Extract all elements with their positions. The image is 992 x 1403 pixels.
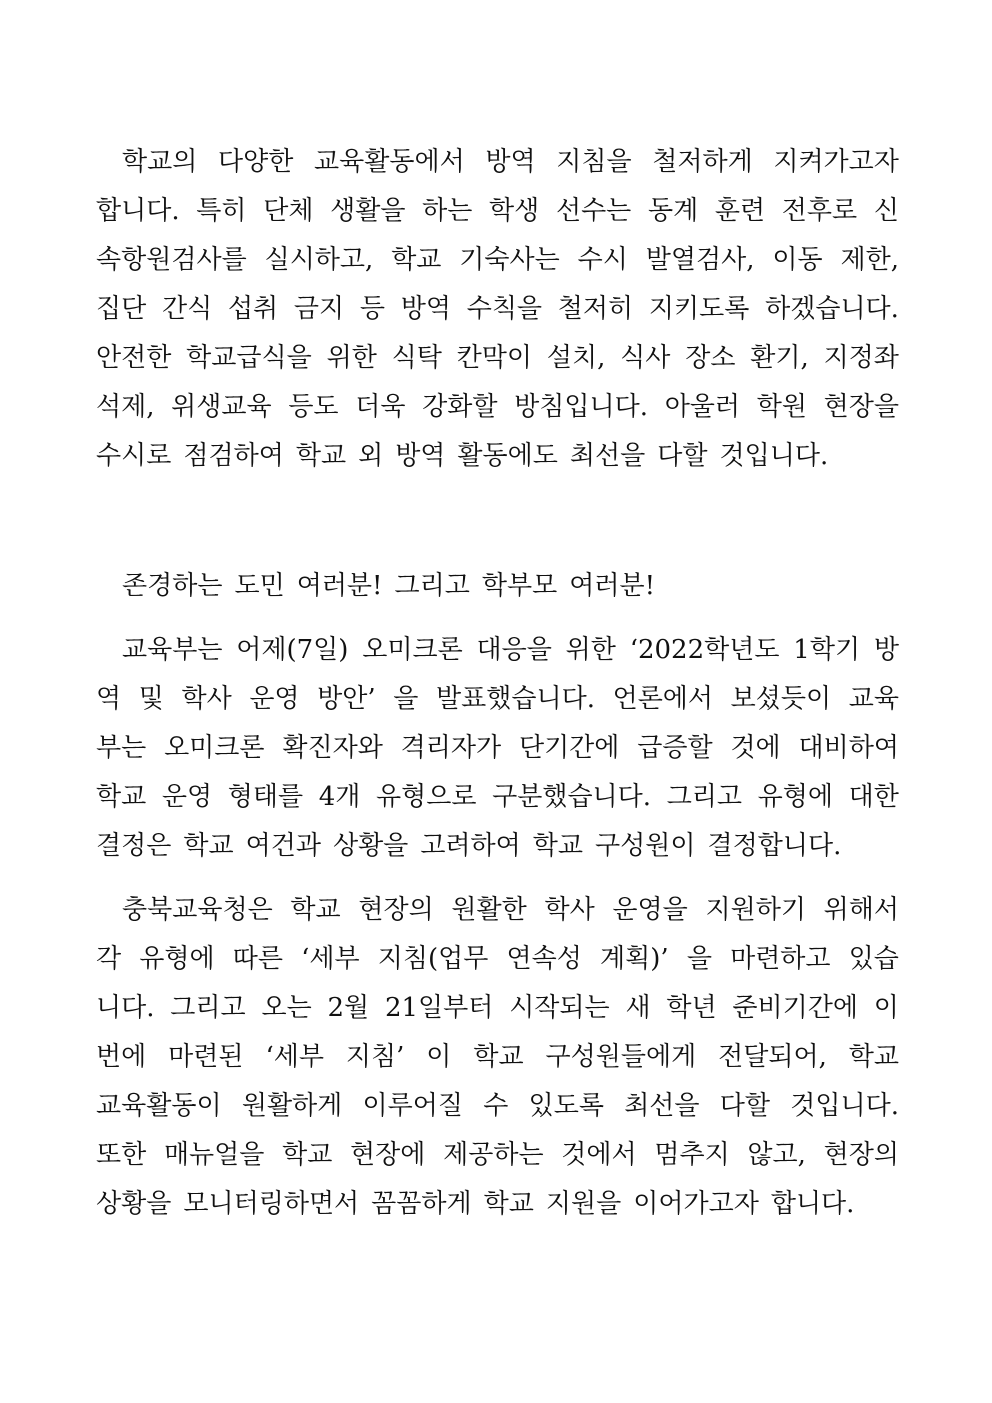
text-line xyxy=(96,432,899,481)
word: 있도록 xyxy=(528,1091,604,1121)
word: 을 xyxy=(686,944,712,974)
word: ‘2022학년도 xyxy=(629,635,780,665)
word: 이 xyxy=(426,1042,452,1072)
word: 준비기간에 xyxy=(732,993,858,1023)
word: 활동에도 xyxy=(457,441,558,471)
word: 단기간에 xyxy=(518,733,620,763)
word: 학교 xyxy=(532,831,584,861)
text-line xyxy=(96,1131,899,1180)
word: 학교 xyxy=(290,895,341,925)
word: 수시 xyxy=(577,245,628,275)
word: 도민 xyxy=(234,571,285,601)
word: 제한, xyxy=(840,245,899,275)
text-line xyxy=(96,1082,899,1131)
word: 실시하고, xyxy=(264,245,374,275)
word: 상황을 xyxy=(96,1189,172,1219)
word: 식사 xyxy=(620,343,671,373)
word: 특히 xyxy=(196,196,247,226)
word: 지침’ xyxy=(345,1042,405,1072)
word: 철저하게 xyxy=(652,147,753,177)
word: 여건과 xyxy=(245,831,321,861)
word: 다할 xyxy=(657,441,708,471)
text-line xyxy=(96,334,899,383)
word: 유형에 xyxy=(757,782,834,812)
word: 연속성 xyxy=(506,944,582,974)
word: 합니다. xyxy=(770,1189,855,1219)
word: 및 xyxy=(138,684,164,714)
word: 학교 xyxy=(295,441,347,471)
word: 위한 xyxy=(565,635,616,665)
word: 방 xyxy=(873,635,899,665)
word: 학교 xyxy=(183,831,234,861)
word: 것에 xyxy=(730,733,781,763)
word: 보셨듯이 xyxy=(730,684,832,714)
paragraph-ministry-plan xyxy=(96,626,899,871)
word: 칸막이 xyxy=(456,343,533,373)
word: 어제(7일) xyxy=(236,635,349,665)
word: 지원을 xyxy=(545,1189,622,1219)
word: 금지 xyxy=(293,294,345,324)
paragraph-greeting xyxy=(96,562,899,611)
word: 위한 xyxy=(326,343,377,373)
word: 마련하고 xyxy=(730,944,831,974)
word: 방역 xyxy=(395,441,446,471)
word: 각 xyxy=(96,944,122,974)
word: 지침을 xyxy=(556,147,632,177)
word: 이루어질 xyxy=(362,1091,463,1121)
word: ‘세부 xyxy=(301,944,360,974)
word: 동계 xyxy=(647,196,699,226)
word: 제공하는 xyxy=(443,1140,544,1170)
word: 속항원검사를 xyxy=(96,245,247,275)
paragraph-school-quarantine xyxy=(96,138,899,481)
word: 것입니다. xyxy=(790,1091,899,1121)
paragraph-gap xyxy=(96,481,899,562)
word: 외 xyxy=(358,441,384,471)
word: 수 xyxy=(483,1091,509,1121)
word: 오는 xyxy=(261,993,312,1023)
word: 환기, xyxy=(750,343,809,373)
word: 현장에 xyxy=(350,1140,426,1170)
word: 간식 xyxy=(161,294,213,324)
word: 아울러 xyxy=(664,392,741,422)
text-line xyxy=(96,236,899,285)
word: 학사 xyxy=(544,895,595,925)
word: 있습 xyxy=(848,944,899,974)
word: 하겠습니다. xyxy=(765,294,899,324)
word: 학교 xyxy=(848,1042,899,1072)
word: 역 xyxy=(96,684,122,714)
word: 전달되어, xyxy=(718,1042,827,1072)
word: 교육활동에서 xyxy=(314,147,465,177)
text-line xyxy=(96,773,899,822)
paragraph-gap xyxy=(96,871,899,886)
word: 니다. xyxy=(96,993,155,1023)
word: 수시로 xyxy=(96,441,172,471)
word: 교육활동이 xyxy=(96,1091,222,1121)
word: 지침(업무 xyxy=(377,944,489,974)
word: 대응을 xyxy=(476,635,552,665)
word: 이어가고자 xyxy=(633,1189,759,1219)
word: 방안’ xyxy=(317,684,376,714)
word: 집단 xyxy=(96,294,147,324)
word: 석제, xyxy=(96,392,155,422)
word: 훈련 xyxy=(714,196,766,226)
word: 모니터링하면서 xyxy=(183,1189,360,1219)
word: 대한 xyxy=(848,782,899,812)
word: 발표했습니다. xyxy=(436,684,595,714)
word: 여러분! xyxy=(569,571,656,601)
word: 방역 xyxy=(485,147,536,177)
word: 합니다. xyxy=(96,196,180,226)
word: 대비하여 xyxy=(798,733,899,763)
word: 현장의 xyxy=(358,895,434,925)
word: 학교 xyxy=(483,1189,534,1219)
word: 선수는 xyxy=(555,196,632,226)
word: 식탁 xyxy=(391,343,442,373)
word: 설치, xyxy=(546,343,606,373)
word: 안전한 xyxy=(96,343,172,373)
text-line xyxy=(96,562,899,611)
word: 등도 xyxy=(288,392,339,422)
word: 학사 xyxy=(181,684,232,714)
word: 위해서 xyxy=(823,895,899,925)
word: 방침입니다. xyxy=(514,392,649,422)
word: 2월 xyxy=(327,993,370,1023)
word: 점검하여 xyxy=(183,441,284,471)
word: 이 xyxy=(873,993,899,1023)
word: 마련된 xyxy=(168,1042,244,1072)
word: 멈추지 xyxy=(654,1140,730,1170)
word: 강화할 xyxy=(422,392,498,422)
word: 21일부터 xyxy=(384,993,494,1023)
paragraph-gap xyxy=(96,611,899,626)
word: 형태를 xyxy=(227,782,304,812)
word: 학생 xyxy=(489,196,540,226)
word: 학교 xyxy=(96,782,147,812)
word: 교육 xyxy=(848,684,899,714)
word: 오미크론 xyxy=(164,733,265,763)
word: 격리자가 xyxy=(400,733,502,763)
word: 구성원이 xyxy=(595,831,696,861)
word: 하는 xyxy=(422,196,473,226)
word: 단체 xyxy=(263,196,314,226)
word: 현장을 xyxy=(823,392,899,422)
word: 생활을 xyxy=(330,196,406,226)
word: 언론에서 xyxy=(612,684,714,714)
word: 수칙을 xyxy=(466,294,543,324)
word: 원활하게 xyxy=(241,1091,343,1121)
word: 구분했습니다. xyxy=(492,782,652,812)
text-line xyxy=(96,675,899,724)
word: 다할 xyxy=(719,1091,771,1121)
word: 운영 xyxy=(161,782,213,812)
word: 학교의 xyxy=(122,147,198,177)
word: 그리고 xyxy=(394,571,470,601)
word: 그리고 xyxy=(666,782,743,812)
word: 학부모 xyxy=(481,571,558,601)
word: 지키도록 xyxy=(648,294,750,324)
word: 을 xyxy=(393,684,419,714)
word: ‘세부 xyxy=(265,1042,324,1072)
word: 전후로 xyxy=(781,196,858,226)
word: 존경하는 xyxy=(122,571,223,601)
word: 꼼꼼하게 xyxy=(371,1189,472,1219)
word: 더욱 xyxy=(355,392,406,422)
text-line xyxy=(96,1180,899,1229)
word: 신 xyxy=(873,196,899,226)
text-line xyxy=(96,886,899,935)
word: 것에서 xyxy=(561,1140,637,1170)
word: 최선을 xyxy=(624,1091,700,1121)
text-line xyxy=(96,1033,899,1082)
word: 학교급식을 xyxy=(186,343,312,373)
word: 운영 xyxy=(249,684,300,714)
word: 상황을 xyxy=(332,831,409,861)
text-line xyxy=(96,138,899,187)
word: 여러분! xyxy=(296,571,383,601)
word: 것입니다. xyxy=(719,441,829,471)
word: 결정합니다. xyxy=(707,831,842,861)
word: 구성원들에게 xyxy=(545,1042,697,1072)
word: 급증할 xyxy=(637,733,713,763)
word: 학교 xyxy=(391,245,442,275)
word: 매뉴얼을 xyxy=(163,1140,265,1170)
word: 계획)’ xyxy=(600,944,669,974)
word: 새 xyxy=(625,993,651,1023)
text-line xyxy=(96,984,899,1033)
word: 위생교육 xyxy=(171,392,272,422)
word: 그리고 xyxy=(170,993,246,1023)
word: 철저히 xyxy=(557,294,634,324)
word: 이동 xyxy=(772,245,823,275)
word: 부는 xyxy=(96,733,147,763)
word: 발열검사, xyxy=(645,245,755,275)
word: 1학기 xyxy=(793,635,861,665)
document-body xyxy=(96,138,899,1229)
word: 유형에 xyxy=(139,944,215,974)
word: 유형으로 xyxy=(376,782,477,812)
word: 4개 xyxy=(318,782,361,812)
word: 따른 xyxy=(232,944,283,974)
word: 지켜가고자 xyxy=(773,147,899,177)
word: 등 xyxy=(359,294,385,324)
text-line xyxy=(96,822,899,871)
word: 번에 xyxy=(96,1042,147,1072)
word: 운영을 xyxy=(612,895,688,925)
text-line xyxy=(96,935,899,984)
word: 지정좌 xyxy=(823,343,899,373)
text-line xyxy=(96,383,899,432)
word: 학년 xyxy=(666,993,717,1023)
word: 섭취 xyxy=(227,294,279,324)
word: 방역 xyxy=(400,294,451,324)
word: 다양한 xyxy=(218,147,294,177)
word: 결정은 xyxy=(96,831,172,861)
word: 학교 xyxy=(282,1140,333,1170)
text-line xyxy=(96,187,899,236)
word: 최선을 xyxy=(569,441,646,471)
word: 교육부는 xyxy=(122,635,223,665)
word: 원활한 xyxy=(451,895,527,925)
paragraph-chungbuk-guidelines xyxy=(96,886,899,1229)
word: 고려하여 xyxy=(420,831,521,861)
text-line xyxy=(96,626,899,675)
word: 학교 xyxy=(473,1042,524,1072)
word: 학원 xyxy=(756,392,807,422)
text-line xyxy=(96,724,899,773)
text-line xyxy=(96,285,899,334)
word: 지원하기 xyxy=(705,895,806,925)
word: 않고, xyxy=(747,1140,806,1170)
word: 확진자와 xyxy=(282,733,383,763)
word: 현장의 xyxy=(823,1140,899,1170)
word: 또한 xyxy=(96,1140,147,1170)
word: 기숙사는 xyxy=(459,245,560,275)
word: 시작되는 xyxy=(509,993,610,1023)
word: 오미크론 xyxy=(362,635,463,665)
word: 충북교육청은 xyxy=(122,895,273,925)
word: 장소 xyxy=(685,343,736,373)
